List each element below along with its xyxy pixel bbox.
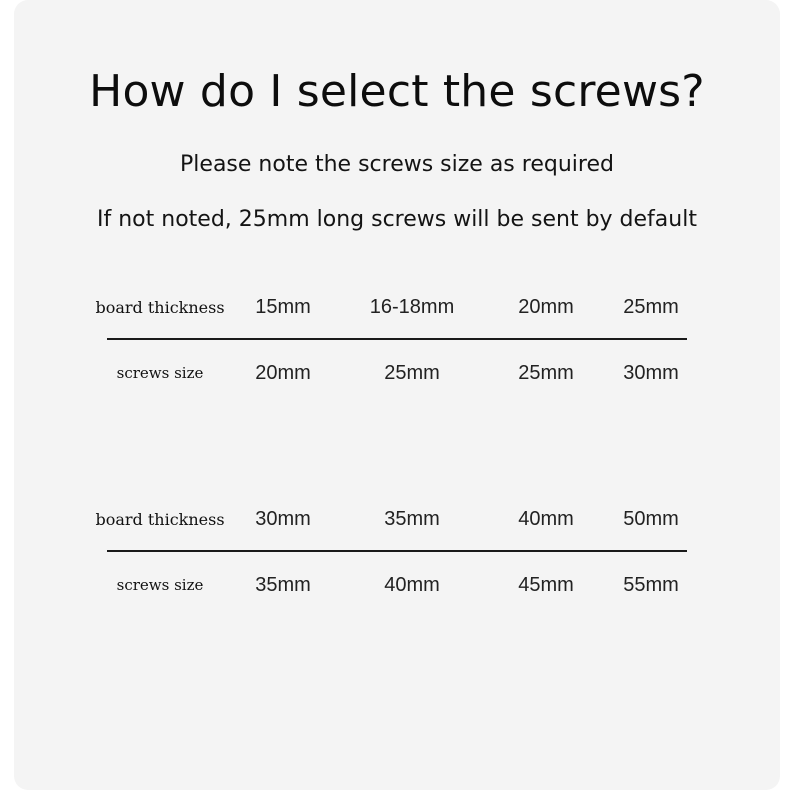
- board-thickness-value: 20mm: [518, 296, 574, 318]
- screws-size-label: screws size: [116, 364, 204, 382]
- board-thickness-value: 30mm: [255, 508, 311, 530]
- board-thickness-value: 16-18mm: [369, 296, 455, 318]
- board-thickness-value: 35mm: [384, 508, 440, 530]
- table-divider: [107, 338, 687, 340]
- page-title: How do I select the screws?: [89, 66, 705, 117]
- screws-size-value: 20mm: [255, 362, 311, 384]
- screws-size-value: 25mm: [384, 362, 440, 384]
- board-thickness-value: 40mm: [518, 508, 574, 530]
- board-thickness-value: 50mm: [623, 508, 679, 530]
- screws-size-value: 25mm: [518, 362, 574, 384]
- screws-size-label: screws size: [116, 576, 204, 594]
- board-thickness-value: 25mm: [623, 296, 679, 318]
- table-divider: [107, 550, 687, 552]
- board-thickness-row: [0, 290, 794, 330]
- screws-size-value: 45mm: [518, 574, 574, 596]
- screws-size-value: 40mm: [384, 574, 440, 596]
- board-thickness-row: [0, 502, 794, 542]
- note-line-1: Please note the screws size as required: [180, 152, 614, 177]
- screws-size-value: 55mm: [623, 574, 679, 596]
- board-thickness-value: 15mm: [255, 296, 311, 318]
- screws-size-row: [0, 356, 794, 396]
- board-thickness-label: board thickness: [95, 298, 225, 317]
- screws-size-value: 35mm: [255, 574, 311, 596]
- board-thickness-label: board thickness: [95, 510, 225, 529]
- note-line-2: If not noted, 25mm long screws will be sent by default: [97, 207, 697, 232]
- screws-size-row: [0, 568, 794, 608]
- screws-size-value: 30mm: [623, 362, 679, 384]
